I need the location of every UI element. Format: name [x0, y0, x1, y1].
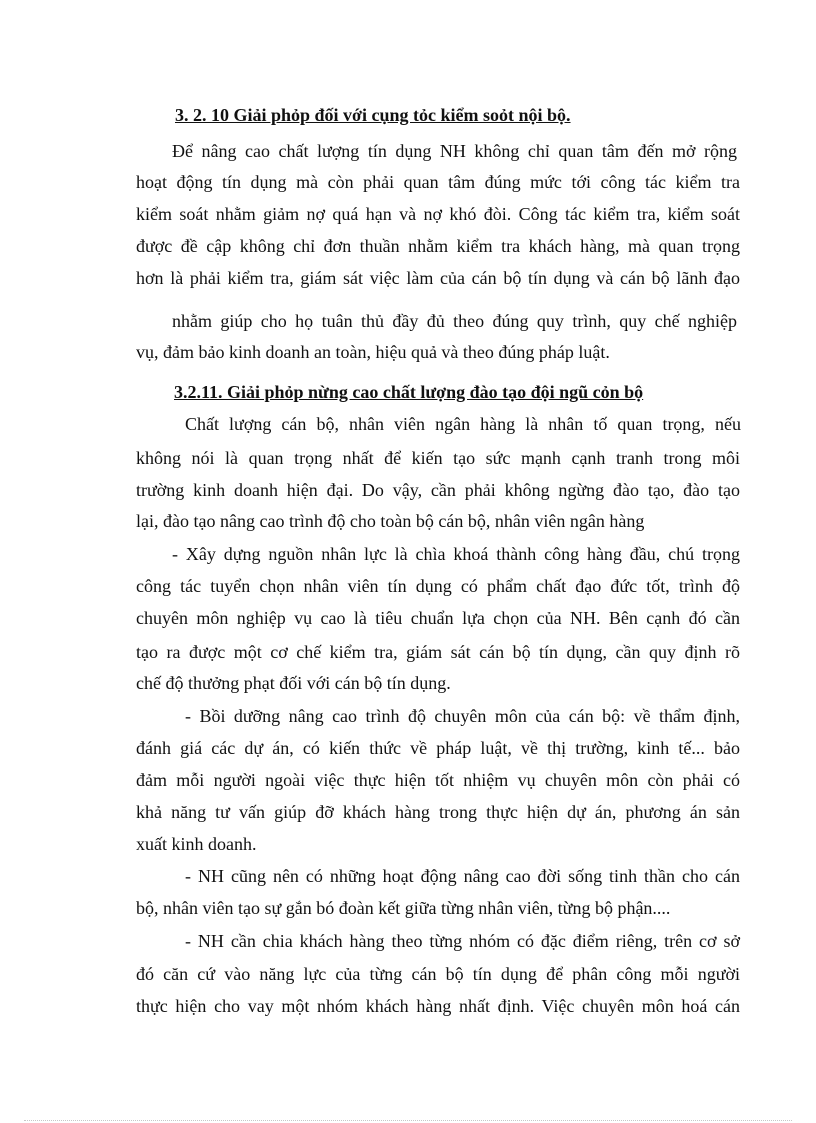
paragraph-line: chuyên môn nghiệp vụ cao là tiêu chuẩn lựa chọn của NH. Bên cạnh đó cần: [136, 608, 740, 628]
paragraph-line: được đề cập không chỉ đơn thuần nhằm kiểm tra khách hàng, mà quan trọng: [136, 236, 740, 256]
paragraph-line: thực hiện cho vay một nhóm khách hàng nhất định. Việc chuyên môn hoá cán: [136, 996, 740, 1016]
paragraph-line: công tác tuyển chọn nhân viên tín dụng có phẩm chất đạo đức tốt, trình độ: [136, 576, 740, 596]
paragraph-line: xuất kinh doanh.: [136, 834, 257, 854]
paragraph-line: tạo ra được một cơ chế kiểm tra, giám sát cán bộ tín dụng, cần quy định rõ: [136, 642, 740, 662]
bullet-line: - Bồi dưỡng nâng cao trình độ chuyên môn của cán bộ: về thẩm định,: [185, 706, 740, 726]
paragraph-line: đảm mỗi người ngoài việc thực hiện tốt nhiệm vụ chuyên môn còn phải có: [136, 770, 740, 790]
paragraph-line: lại, đào tạo nâng cao trình độ cho toàn bộ cán bộ, nhân viên ngân hàng: [136, 511, 645, 531]
paragraph-line: Chất lượng cán bộ, nhân viên ngân hàng là nhân tố quan trọng, nếu: [185, 414, 741, 434]
paragraph-line: đó căn cứ vào năng lực của từng cán bộ tín dụng để phân công mỗi người: [136, 964, 740, 984]
page-bottom-rule: [24, 1120, 792, 1121]
paragraph-line: Để nâng cao chất lượng tín dụng NH không chỉ quan tâm đến mở rộng: [172, 141, 737, 161]
paragraph-line: khả năng tư vấn giúp đỡ khách hàng trong thực hiện dự án, phương án sản: [136, 802, 740, 822]
paragraph-line: không nói là quan trọng nhất để kiến tạo sức mạnh cạnh tranh trong môi: [136, 448, 740, 468]
paragraph-line: nhằm giúp cho họ tuân thủ đầy đủ theo đúng quy trình, quy chế nghiệp: [172, 311, 737, 331]
paragraph-line: bộ, nhân viên tạo sự gắn bó đoàn kết giữa từng nhân viên, từng bộ phận....: [136, 898, 671, 918]
paragraph-line: vụ, đảm bảo kinh doanh an toàn, hiệu quả và theo đúng pháp luật.: [136, 342, 610, 362]
paragraph-line: đánh giá các dự án, có kiến thức về pháp luật, về thị trường, kinh tế... bảo: [136, 738, 740, 758]
paragraph-line: hơn là phải kiểm tra, giám sát việc làm của cán bộ tín dụng và cán bộ lãnh đạo: [136, 268, 740, 288]
bullet-line: - Xây dựng nguồn nhân lực là chìa khoá thành công hàng đầu, chú trọng: [172, 544, 740, 564]
bullet-line: - NH cần chia khách hàng theo từng nhóm có đặc điểm riêng, trên cơ sở: [185, 931, 740, 951]
paragraph-line: chế độ thưởng phạt đối với cán bộ tín dụng.: [136, 673, 451, 693]
paragraph-line: hoạt động tín dụng mà còn phải quan tâm đúng mức tới công tác kiểm tra: [136, 172, 740, 192]
paragraph-line: kiểm soát nhằm giảm nợ quá hạn và nợ khó đòi. Công tác kiểm tra, kiểm soát: [136, 204, 740, 224]
bullet-line: - NH cũng nên có những hoạt động nâng cao đời sống tinh thần cho cán: [185, 866, 740, 886]
section-heading-3-2-10: 3. 2. 10 Giải phỏp đối với cụng tỏc kiểm soỏt nội bộ.: [175, 105, 571, 125]
paragraph-line: trường kinh doanh hiện đại. Do vậy, cần phải không ngừng đào tạo, đào tạo: [136, 480, 740, 500]
section-heading-3-2-11: 3.2.11. Giải phỏp nừng cao chất lượng đào tạo đội ngũ cỏn bộ: [174, 382, 644, 402]
